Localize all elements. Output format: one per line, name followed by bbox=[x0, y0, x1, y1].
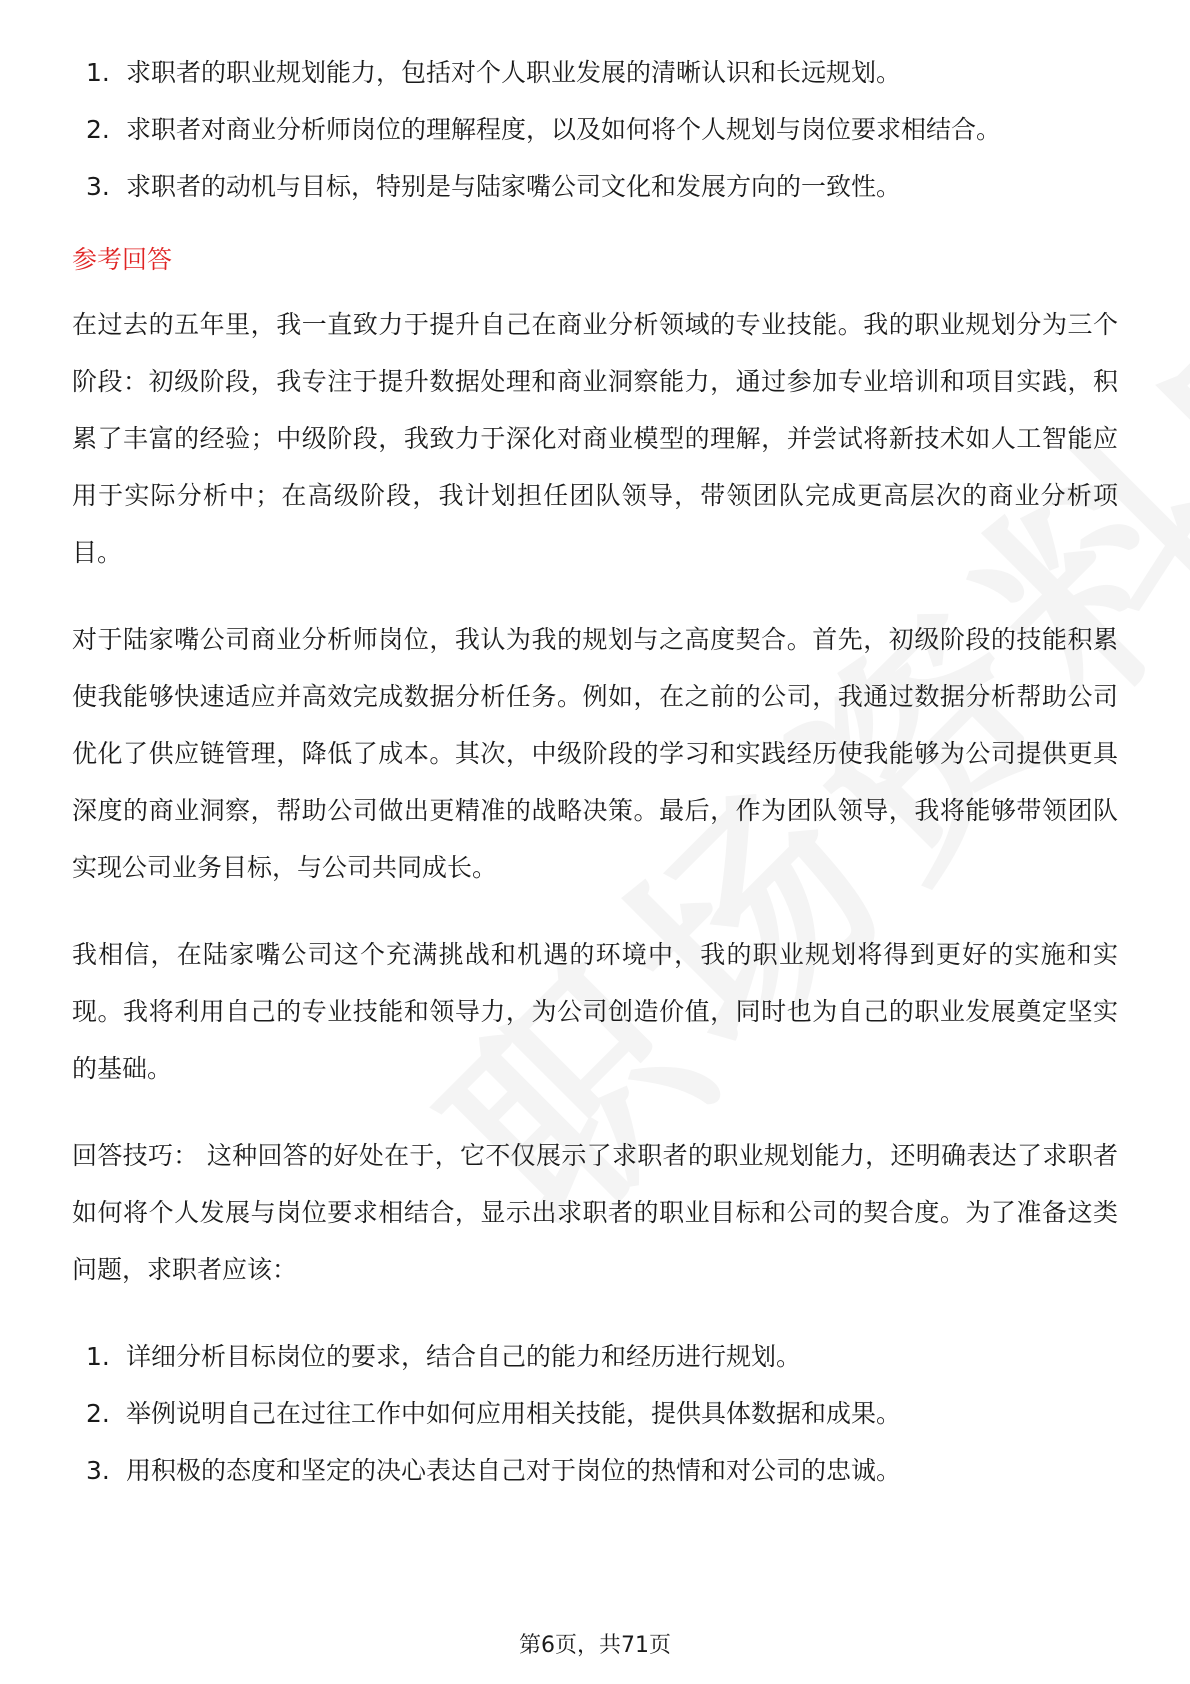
list-number: 3. bbox=[86, 1456, 110, 1485]
list-item bbox=[72, 44, 1118, 101]
section-title: 参考回答 bbox=[72, 245, 173, 274]
list-item-text: 用积极的态度和坚定的决心表达自己对于岗位的热情和对公司的忠诚。 bbox=[126, 1456, 902, 1485]
list-number: 2. bbox=[86, 1399, 110, 1428]
answer-paragraph: 在过去的五年里，我一直致力于提升自己在商业分析领域的专业技能。我的职业规划分为三个阶段：初级阶段，我专注于提升数据处理和商业洞察能力，通过参加专业培训和项目实践，积累了丰富的经验；中级阶段，我致力于深化对商业模型的理解，并尝试将新技术如人工智能应用于实际分析中；在高级阶段，我计划担任团队领导，带领团队完成更高层次的商业分析项目。 bbox=[72, 310, 1118, 567]
answer-paragraph: 我相信，在陆家嘴公司这个充满挑战和机遇的环境中，我的职业规划将得到更好的实施和实现。我将利用自己的专业技能和领导力，为公司创造价值，同时也为自己的职业发展奠定坚实的基础。 bbox=[72, 940, 1118, 1083]
list-number: 1. bbox=[86, 58, 110, 87]
list-number: 3. bbox=[86, 172, 110, 201]
list-item bbox=[72, 1328, 1118, 1385]
tips-list bbox=[72, 1328, 1118, 1499]
list-item-text: 求职者对商业分析师岗位的理解程度，以及如何将个人规划与岗位要求相结合。 bbox=[126, 115, 1002, 144]
list-item bbox=[72, 101, 1118, 158]
page-content bbox=[72, 44, 1118, 1499]
answer-paragraph: 对于陆家嘴公司商业分析师岗位，我认为我的规划与之高度契合。首先，初级阶段的技能积累使我能够快速适应并高效完成数据分析任务。例如，在之前的公司，我通过数据分析帮助公司优化了供应链管理，降低了成本。其次，中级阶段的学习和实践经历使我能够为公司提供更具深度的商业洞察，帮助公司做出更精准的战略决策。最后，作为团队领导，我将能够带领团队实现公司业务目标，与公司共同成长。 bbox=[72, 625, 1118, 882]
list-item-text: 详细分析目标岗位的要求，结合自己的能力和经历进行规划。 bbox=[126, 1342, 802, 1371]
list-item-text: 求职者的动机与目标，特别是与陆家嘴公司文化和发展方向的一致性。 bbox=[126, 172, 902, 201]
tips-paragraph: 回答技巧： 这种回答的好处在于，它不仅展示了求职者的职业规划能力，还明确表达了求职者如何将个人发展与岗位要求相结合，显示出求职者的职业目标和公司的契合度。为了准备这类问题，求职者应该： bbox=[72, 1141, 1118, 1284]
list-number: 2. bbox=[86, 115, 110, 144]
page-footer: 第6页，共71页 bbox=[519, 1633, 671, 1658]
list-number: 1. bbox=[86, 1342, 110, 1371]
criteria-list bbox=[72, 44, 1118, 215]
list-item bbox=[72, 1385, 1118, 1442]
list-item-text: 举例说明自己在过往工作中如何应用相关技能，提供具体数据和成果。 bbox=[126, 1399, 902, 1428]
list-item bbox=[72, 1442, 1118, 1499]
list-item-text: 求职者的职业规划能力，包括对个人职业发展的清晰认识和长远规划。 bbox=[126, 58, 902, 87]
list-item bbox=[72, 158, 1118, 215]
